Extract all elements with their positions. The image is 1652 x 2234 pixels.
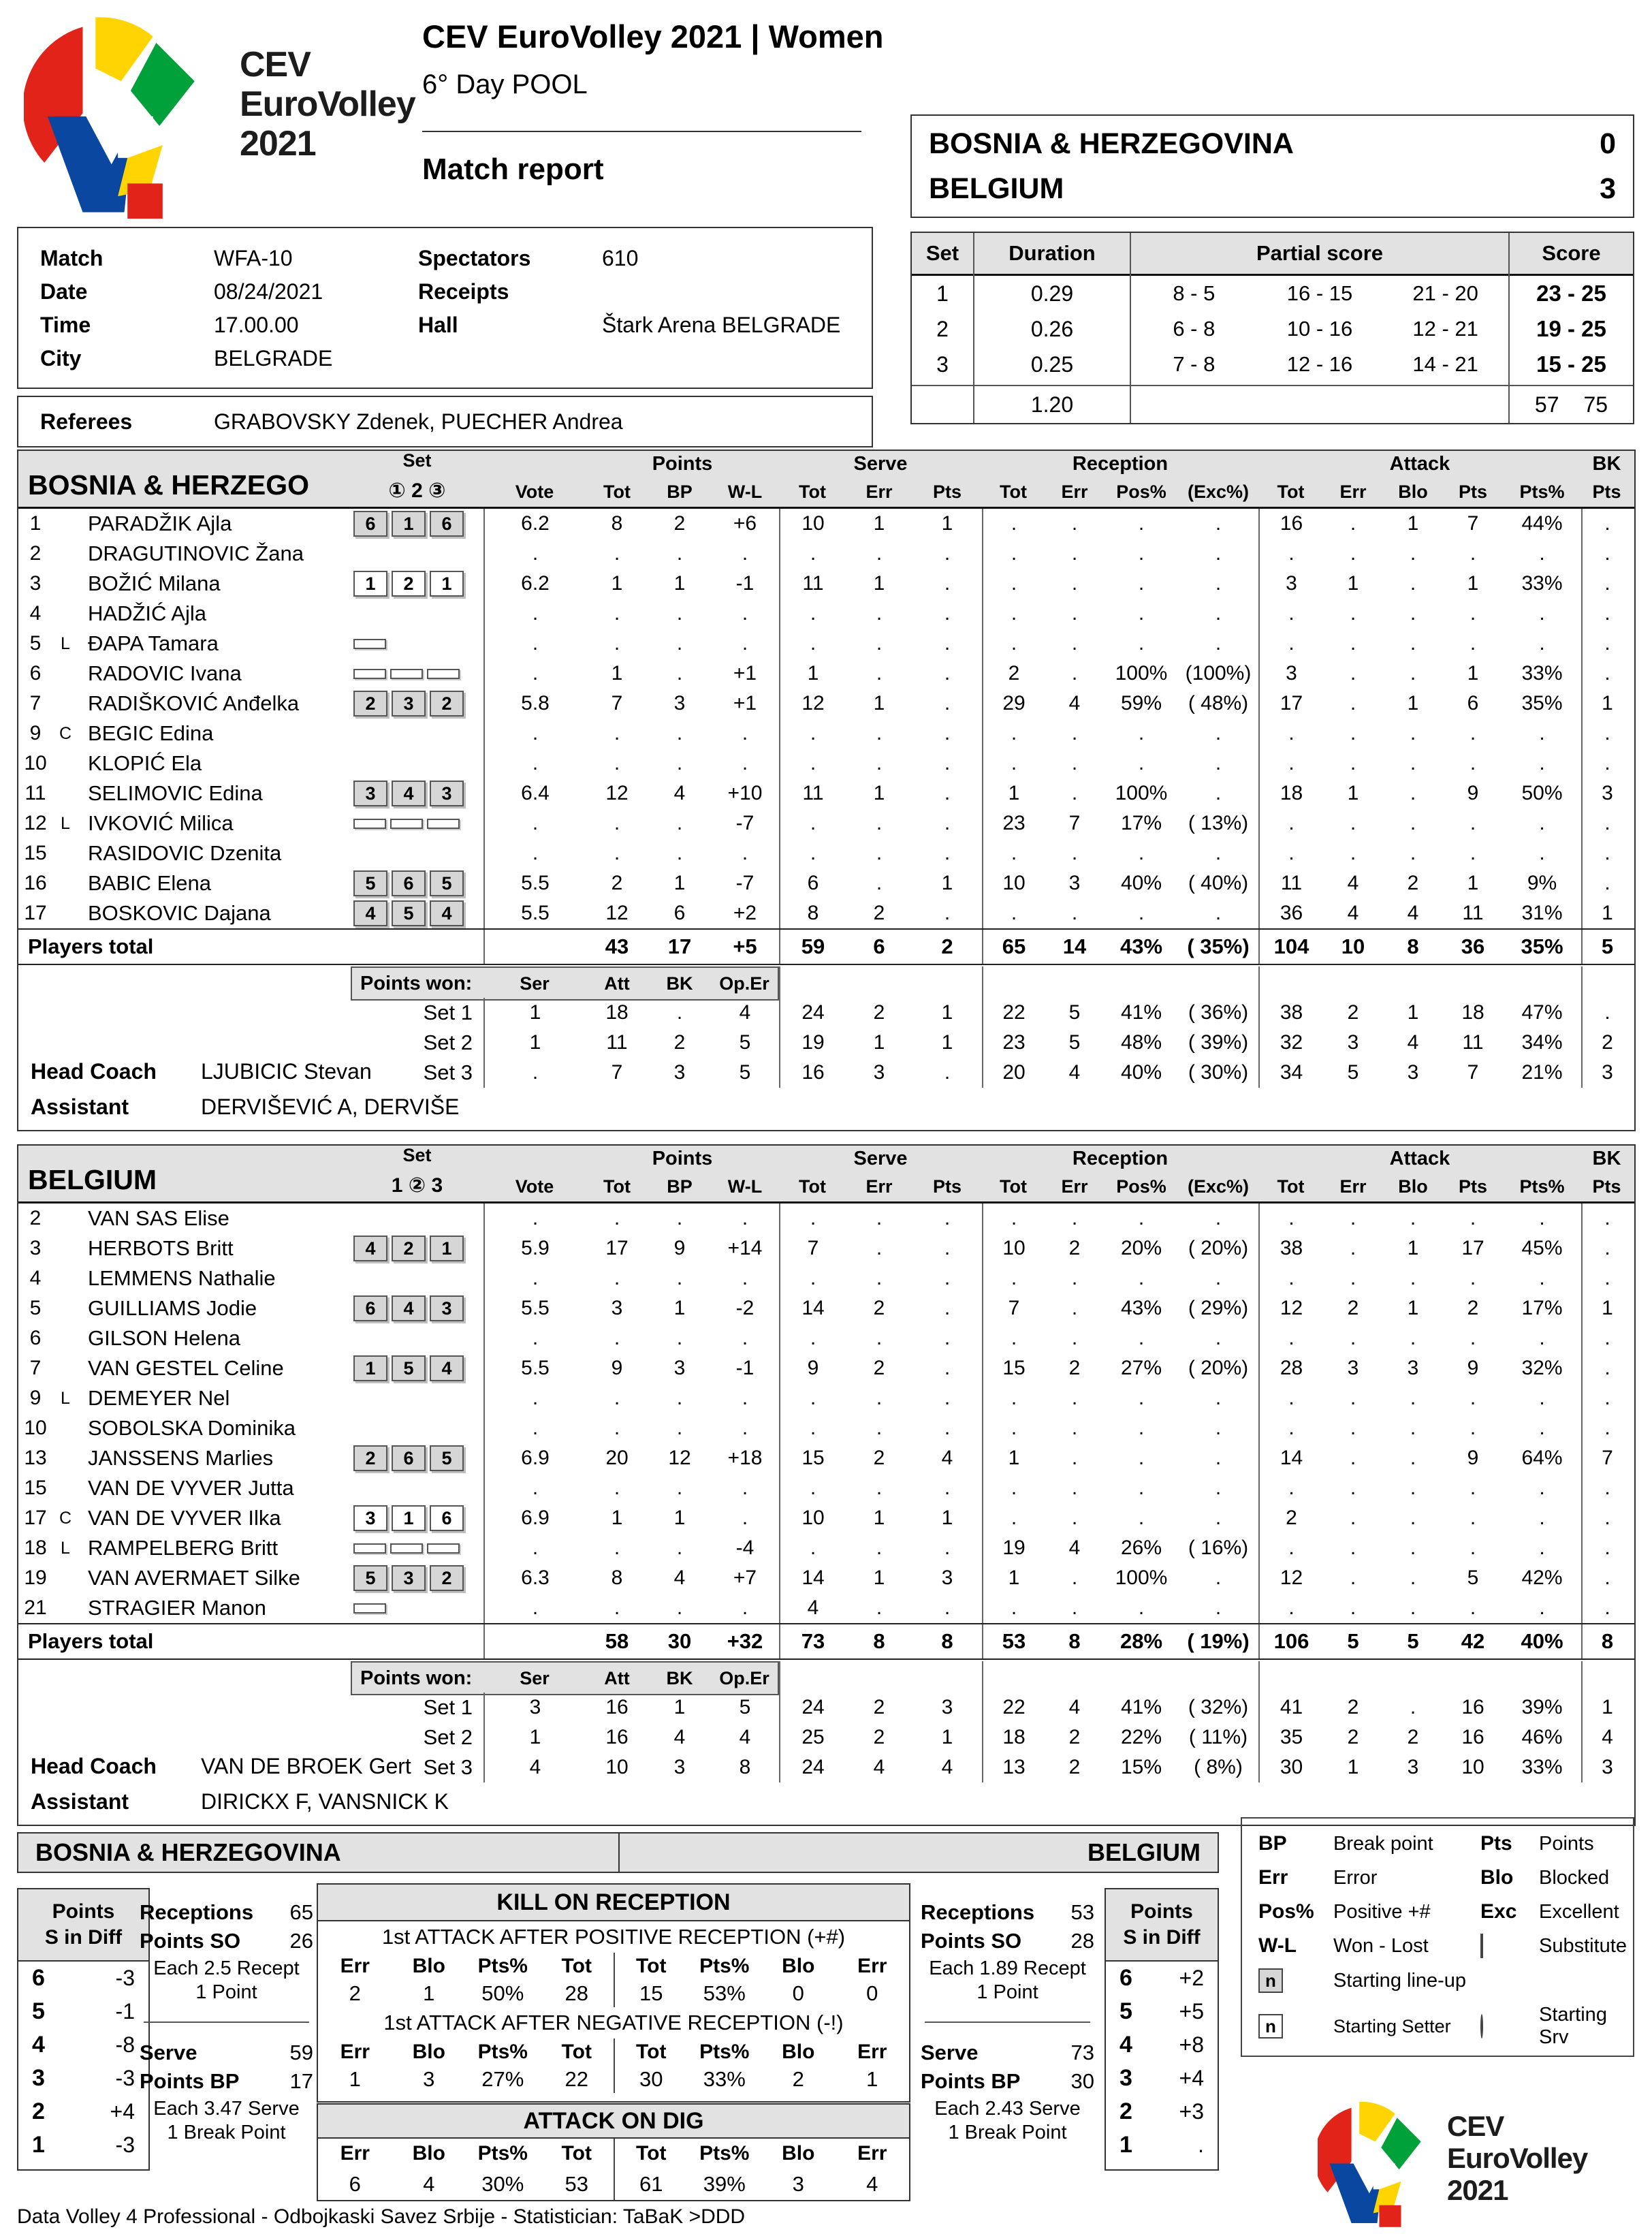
score-column [1508, 233, 1633, 423]
player-row: 6 GILSON Helena . . . . . . . . . . . . . . . . . [18, 1323, 1634, 1353]
player-row: 10 SOBOLSKA Dominika . . . . . . . . . . . . . . . . . [18, 1413, 1634, 1443]
bih-points-diff-table: Points S in Diff 6 -3 5 -1 4 -8 3 -3 2 +4 1 -3 [17, 1888, 150, 2171]
away-sets-won: 3 [1600, 172, 1616, 205]
points-diff-row: 2 +3 [1119, 2098, 1204, 2124]
match-value: WFA-10 [214, 246, 293, 270]
set-breakdown-row: Set 1 3 16 1 5 24 2 3 22 4 41% ( 32%) 41 2 . 16 39% 1 [18, 1693, 1634, 1722]
stat-header-row: Err Blo Pts% Tot Tot Pts% Blo Err [318, 1953, 909, 1980]
logo-line: 2021 [240, 124, 316, 164]
stat-header-row: Err Blo Pts% Tot Tot Pts% Blo Err [318, 2139, 909, 2169]
serve-group-header: Serve [853, 453, 908, 475]
set-position-boxes [351, 539, 483, 569]
bottom-bel-title: BELGIUM [618, 1832, 1219, 1873]
set-position-boxes [351, 1263, 483, 1293]
player-row: 4 HADŽIĆ Ajla . . . . . . . . . . . . . . . . . [18, 599, 1634, 629]
set-breakdown-row: Set 3 4 10 3 8 24 4 4 13 2 15% ( 8%) 30 1 3 10 33% 3 [18, 1752, 1634, 1782]
header-divider [422, 131, 861, 132]
set-breakdown-row: Set 3 . 7 3 5 16 3 . 20 4 40% ( 30%) 34 5 3 7 21% 3 [18, 1058, 1634, 1088]
set-position-boxes [351, 1473, 483, 1503]
bih-sideout-block: Receptions 65 Points SO 26 Each 2.5 Recept 1 Point Serve 59 Points BP 17 Each 3.47 Serve 1 Break Point [140, 1900, 313, 2143]
duration-column [973, 233, 1130, 423]
bel-table-header: BELGIUM Set 1 ② 3 Vote Points Tot BP W-L Serve Tot Err Pts Reception Tot Err Pos% (Exc%) Attack Tot Err Blo Pts Pts% BK Pts [18, 1146, 1634, 1203]
player-row: 1 PARADŽIK Ajla 6 1 6 6.2 8 2 +6 10 1 1 . . . . 16 . 1 7 44% . [18, 509, 1634, 539]
partial-row: 7 - 8 12 - 16 14 - 21 [1173, 352, 1478, 376]
bel-points-won-section [18, 1661, 1634, 1825]
reception-group-header: Reception [1072, 453, 1169, 475]
set-score: 15 - 25 [1536, 351, 1606, 377]
set-position-boxes: 1 5 4 [351, 1353, 483, 1383]
starting-setter-icon: n [1258, 2014, 1283, 2039]
set-position-boxes: 6 1 6 [351, 509, 483, 539]
bel-set-serve-marks: 1 ② 3 [391, 1174, 443, 1197]
set-col-label: Set [402, 1145, 432, 1165]
duration-header: Duration [974, 233, 1130, 276]
set-position-boxes: 6 4 3 [351, 1293, 483, 1323]
set-position-boxes [351, 599, 483, 629]
set-position-boxes: 5 3 2 [351, 1563, 483, 1593]
attack-group-header: Attack [1389, 453, 1450, 475]
player-row: 12 L IVKOVIĆ Milica . . . -7 . . . 23 7 17% ( 13%) . . . . . . [18, 808, 1634, 838]
stat-value-row: 1 3 27% 22 30 33% 2 1 [318, 2066, 909, 2093]
player-row: 7 RADIŠKOVIĆ Anđelka 2 3 2 5.8 7 3 +1 12 1 . 29 4 59% ( 48%) 17 . 1 6 35% 1 [18, 689, 1634, 719]
stat-value-row: 2 1 50% 28 15 53% 0 0 [318, 1980, 909, 2007]
points-won-bar: Points won: Ser Att BK Op.Er [18, 1661, 1634, 1693]
set-num: 2 [936, 316, 949, 341]
attack-group-header: Attack [1389, 1148, 1450, 1169]
bk-group-header: BK [1592, 1148, 1621, 1169]
divider [925, 2021, 1090, 2023]
set-position-boxes [351, 808, 483, 838]
set-position-boxes [351, 838, 483, 868]
bih-players-total-row: Players total 43 17 +5 59 6 2 65 14 43% ( 35%) 104 10 8 36 35% 5 [18, 928, 1634, 965]
away-team-name: BELGIUM [929, 172, 1064, 205]
player-row: 16 BABIC Elena 5 6 5 5.5 2 1 -7 6 . 1 10 3 40% ( 40%) 11 4 2 1 9% . [18, 868, 1634, 898]
set-position-boxes: 1 2 1 [351, 569, 483, 599]
player-row: 15 RASIDOVIC Dzenita . . . . . . . . . . . . . . . . . [18, 838, 1634, 868]
time-label: Time [40, 313, 91, 337]
player-row: 21 STRAGIER Manon . . . . 4 . . . . . . . . . . . . [18, 1593, 1634, 1623]
set-position-boxes [351, 749, 483, 778]
points-diff-row: 3 -3 [32, 2065, 135, 2091]
serve-group-header: Serve [853, 1148, 908, 1169]
player-row: 2 DRAGUTINOVIC Žana . . . . . . . . . . . . . . . . . [18, 539, 1634, 569]
bel-players-total-row: Players total 58 30 +32 73 8 8 53 8 28% ( 19%) 106 5 5 42 40% 8 [18, 1623, 1634, 1660]
points-group-header: Points [652, 1148, 713, 1169]
player-row: 9 L DEMEYER Nel . . . . . . . . . . . . . . . . . [18, 1383, 1634, 1413]
points-diff-row: 1 . [1119, 2132, 1204, 2158]
vote-header: Vote [515, 1176, 554, 1197]
set-breakdown-row: Set 2 1 11 2 5 19 1 1 23 5 48% ( 39%) 32 3 4 11 34% 2 [18, 1028, 1634, 1058]
home-sets-won: 0 [1600, 127, 1616, 160]
result-away-row [929, 172, 1616, 206]
footer-credit: Data Volley 4 Professional - Odbojkaski Savez Srbije - Statistician: TaBaK >DDD [17, 2205, 746, 2228]
player-row: 5 GUILLIAMS Jodie 6 4 3 5.5 3 1 -2 14 2 . 7 . 43% ( 29%) 12 2 1 2 17% 1 [18, 1293, 1634, 1323]
time-value: 17.00.00 [214, 313, 299, 337]
set-position-boxes [351, 1413, 483, 1443]
hall-value: Štark Arena BELGRADE [602, 313, 841, 337]
city-label: City [40, 346, 82, 371]
set-position-boxes [351, 719, 483, 749]
set-duration: 0.25 [1030, 351, 1074, 377]
set-num: 1 [936, 281, 949, 306]
points-diff-row: 5 +5 [1119, 1998, 1204, 2024]
player-row: 13 JANSSENS Marlies 2 6 5 6.9 20 12 +18 15 2 4 1 . . . 14 . . 9 64% 7 [18, 1443, 1634, 1473]
spectators-value: 610 [602, 246, 639, 270]
vote-header: Vote [515, 482, 554, 502]
points-won-bar: Points won: Ser Att BK Op.Er [18, 966, 1634, 998]
set-position-boxes [351, 1593, 483, 1623]
total-duration: 1.20 [974, 385, 1130, 423]
referees-value: GRABOVSKY Zdenek, PUECHER Andrea [214, 409, 623, 434]
logo-wordmark [240, 45, 415, 164]
set-position-boxes: 3 4 3 [351, 778, 483, 808]
player-row: 11 SELIMOVIC Edina 3 4 3 6.4 12 4 +10 11 1 . 1 . 100% . 18 1 . 9 50% 3 [18, 778, 1634, 808]
bih-points-won-section [18, 966, 1634, 1130]
player-row: 15 VAN DE VYVER Jutta . . . . . . . . . . . . . . . . . [18, 1473, 1634, 1503]
bih-stats-table [17, 450, 1636, 1131]
substitute-icon [1480, 1934, 1483, 1958]
bih-team-name: BOSNIA & HERZEGO [28, 469, 310, 501]
report-label: Match report [422, 153, 604, 186]
page-subtitle: 6° Day POOL [422, 69, 588, 99]
starting-serve-icon [1480, 2014, 1483, 2039]
set-position-boxes: 2 3 2 [351, 689, 483, 719]
set-score: 23 - 25 [1536, 281, 1606, 306]
points-diff-row: 5 -1 [32, 1998, 135, 2024]
player-row: 19 VAN AVERMAET Silke 5 3 2 6.3 8 4 +7 14 1 3 1 . 100% . 12 . . 5 42% . [18, 1563, 1634, 1593]
home-team-name: BOSNIA & HERZEGOVINA [929, 127, 1294, 160]
set-position-boxes: 4 5 4 [351, 898, 483, 928]
set-position-boxes: 2 6 5 [351, 1443, 483, 1473]
bel-player-rows [18, 1203, 1634, 1623]
player-row: 4 LEMMENS Nathalie . . . . . . . . . . . . . . . . . [18, 1263, 1634, 1293]
bk-group-header: BK [1592, 453, 1621, 475]
bel-sideout-block: Receptions 53 Points SO 28 Each 1.89 Recept 1 Point Serve 73 Points BP 30 Each 2.43 Serve 1 Break Point [921, 1900, 1094, 2143]
divider [144, 2021, 309, 2023]
legend-box: BP Break point Pts Points Err Error Blo Blocked Pos% Positive +# Exc Excellent W-L Won - Lost Substitute n Starting line-up n Starting Setter Starting Srv [1241, 1817, 1634, 2057]
city-value: BELGRADE [214, 346, 333, 371]
match-label: Match [40, 246, 104, 270]
cev-eurovolley-logo-icon [24, 11, 225, 219]
bih-set-serve-marks: ① 2 ③ [388, 479, 446, 502]
logo-line: EuroVolley [240, 84, 415, 125]
player-row: 17 BOSKOVIC Dajana 4 5 4 5.5 12 6 +2 8 2 . . . . . 36 4 4 11 31% 1 [18, 898, 1634, 928]
player-row: 18 L RAMPELBERG Britt . . . -4 . . . 19 4 26% ( 16%) . . . . . . [18, 1533, 1634, 1563]
set-score-table [910, 232, 1634, 424]
set-duration: 0.29 [1030, 281, 1074, 306]
result-box [910, 114, 1634, 218]
partial-score-column [1130, 233, 1508, 423]
bel-points-diff-table: Points S in Diff 6 +2 5 +5 4 +8 3 +4 2 +3 1 . [1105, 1888, 1219, 2171]
bottom-bih-title: BOSNIA & HERZEGOVINA [17, 1832, 620, 1873]
player-row: 10 KLOPIĆ Ela . . . . . . . . . . . . . . . . . [18, 749, 1634, 778]
reception-group-header: Reception [1072, 1148, 1169, 1169]
bel-team-name: BELGIUM [28, 1164, 157, 1195]
starting-lineup-icon: n [1258, 1968, 1283, 1993]
set-position-boxes [351, 1533, 483, 1563]
stat-value-row: 6 4 30% 53 61 39% 3 4 [318, 2169, 909, 2200]
total-points: 57 75 [1510, 385, 1633, 423]
bel-assistant: Assistant DIRICKX F, VANSNICK K [31, 1789, 449, 1814]
player-row: 3 BOŽIĆ Milana 1 2 1 6.2 1 1 -1 11 1 . . . . . 3 1 . 1 33% . [18, 569, 1634, 599]
points-group-header: Points [652, 453, 713, 475]
logo-line: CEV [240, 45, 311, 84]
set-col-label: Set [402, 450, 432, 471]
date-value: 08/24/2021 [214, 279, 323, 304]
bel-stats-table [17, 1144, 1636, 1826]
partial-row: 8 - 5 16 - 15 21 - 20 [1173, 281, 1478, 305]
receipts-label: Receipts [418, 279, 509, 304]
bih-table-header: BOSNIA & HERZEGO Set ① 2 ③ Vote Points Tot BP W-L Serve Tot Err Pts Reception Tot Err Pos% (Exc%) Attack Tot Err Blo Pts Pts% BK Pts [18, 451, 1634, 509]
logo-wordmark: CEV EuroVolley 2021 [1447, 2110, 1588, 2207]
player-row: 6 RADOVIC Ivana . 1 . +1 1 . . 2 . 100% (100%) 3 . . 1 33% . [18, 659, 1634, 689]
set-position-boxes [351, 1323, 483, 1353]
set-score: 19 - 25 [1536, 316, 1606, 341]
bih-assistant: Assistant DERVIŠEVIĆ A, DERVIŠE [31, 1095, 460, 1119]
set-position-boxes [351, 629, 483, 659]
set-position-boxes: 4 2 1 [351, 1233, 483, 1263]
bih-player-rows [18, 509, 1634, 928]
set-num: 3 [936, 351, 949, 377]
result-home-row [929, 127, 1616, 161]
player-row: 3 HERBOTS Britt 4 2 1 5.9 17 9 +14 7 . . 10 2 20% ( 20%) 38 . 1 17 45% . [18, 1233, 1634, 1263]
set-position-boxes: 5 6 5 [351, 868, 483, 898]
player-row: 17 C VAN DE VYVER Ilka 3 1 6 6.9 1 1 . 10 1 1 . . . . 2 . . . . . [18, 1503, 1634, 1533]
set-position-boxes [351, 1203, 483, 1233]
player-row: 9 C BEGIC Edina . . . . . . . . . . . . . . . . . [18, 719, 1634, 749]
partial-header: Partial score [1131, 233, 1508, 276]
referees-label: Referees [40, 409, 133, 434]
set-header: Set [912, 233, 973, 276]
cev-eurovolley-logo-icon [1318, 2098, 1437, 2227]
bih-head-coach: Head Coach LJUBICIC Stevan [31, 1059, 372, 1084]
set-breakdown-row: Set 1 1 18 . 4 24 2 1 22 5 41% ( 36%) 38 2 1 18 47% . [18, 998, 1634, 1028]
player-row: 2 VAN SAS Elise . . . . . . . . . . . . . . . . . [18, 1203, 1634, 1233]
stat-header-row: Err Blo Pts% Tot Tot Pts% Blo Err [318, 2039, 909, 2066]
set-position-boxes [351, 1383, 483, 1413]
set-duration: 0.26 [1030, 316, 1074, 341]
spectators-label: Spectators [418, 246, 531, 270]
bel-head-coach: Head Coach VAN DE BROEK Gert [31, 1754, 411, 1778]
player-row: 5 L ĐAPA Tamara . . . . . . . . . . . . . . . . . [18, 629, 1634, 659]
set-position-boxes [351, 659, 483, 689]
match-info-box [17, 227, 873, 389]
set-breakdown-row: Set 2 1 16 4 4 25 2 1 18 2 22% ( 11%) 35 2 2 16 46% 4 [18, 1722, 1634, 1752]
points-diff-row: 4 -8 [32, 2032, 135, 2058]
page-title: CEV EuroVolley 2021 | Women [422, 18, 884, 54]
set-position-boxes: 3 1 6 [351, 1503, 483, 1533]
player-row: 7 VAN GESTEL Celine 1 5 4 5.5 9 3 -1 9 2 . 15 2 27% ( 20%) 28 3 3 9 32% . [18, 1353, 1634, 1383]
date-label: Date [40, 279, 88, 304]
points-diff-row: 6 -3 [32, 1965, 135, 1991]
points-diff-row: 4 +8 [1119, 2032, 1204, 2058]
attack-on-dig-panel: ATTACK ON DIG Err Blo Pts% Tot Tot Pts% Blo Err 6 4 30% 53 61 39% 3 4 [317, 2103, 910, 2201]
set-column [912, 233, 973, 423]
points-diff-row: 1 -3 [32, 2132, 135, 2158]
referees-box [17, 396, 873, 447]
points-diff-row: 3 +4 [1119, 2065, 1204, 2091]
points-diff-row: 6 +2 [1119, 1965, 1204, 1991]
kill-on-reception-panel: KILL ON RECEPTION 1st ATTACK AFTER POSITIVE RECEPTION (+#) Err Blo Pts% Tot Tot Pts% Blo Err 2 1 50% 28 15 53% 0 0 1st ATTACK AFTER NEGATIVE RECEPTION (-!) Err Blo Pts% Tot Tot Pts% Blo Err 1 3 27% 22 30 33% 2 1 [317, 1883, 910, 2103]
score-header: Score [1510, 233, 1633, 276]
points-diff-row: 2 +4 [32, 2098, 135, 2124]
hall-label: Hall [418, 313, 458, 337]
partial-row: 6 - 8 10 - 16 12 - 21 [1173, 317, 1478, 341]
